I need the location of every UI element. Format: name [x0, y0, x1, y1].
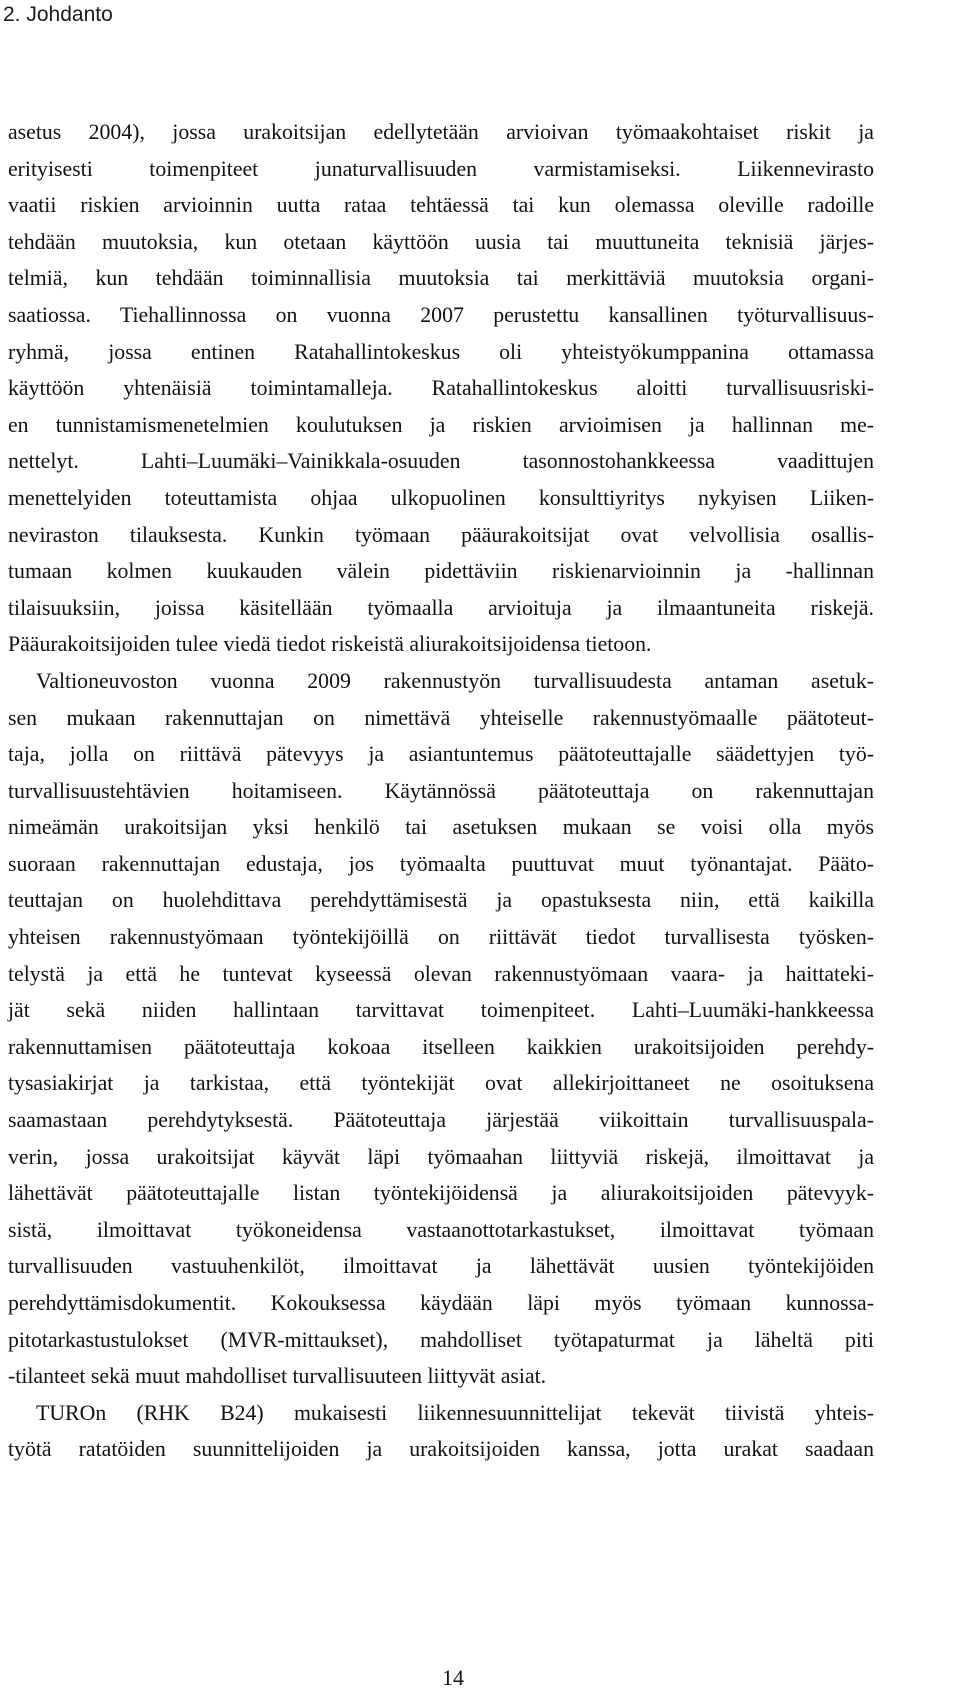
text-line: teuttajan on huolehdittava perehdyttämisestä ja opastuksesta niin, että kaikilla: [8, 888, 874, 913]
text-line: vaatii riskien arvioinnin uutta rataa tehtäessä tai kun olemassa oleville radoille: [8, 193, 874, 218]
text-line: saatiossa. Tiehallinnossa on vuonna 2007 perustettu kansallinen työturvallisuus-: [8, 302, 874, 327]
text-line: pitotarkastustulokset (MVR-mittaukset), mahdolliset työtapaturmat ja läheltä piti: [8, 1327, 874, 1352]
text-line: tehdään muutoksia, kun otetaan käyttöön uusia tai muuttuneita teknisiä järjes-: [8, 229, 874, 254]
text-line: saamastaan perehdytyksestä. Päätoteuttaja järjestää viikoittain turvallisuuspala-: [8, 1108, 874, 1133]
text-line: erityisesti toimenpiteet junaturvallisuuden varmistamiseksi. Liikennevirasto: [8, 156, 874, 181]
page-number: 14: [442, 1666, 464, 1690]
text-line: käyttöön yhtenäisiä toimintamalleja. Ratahallintokeskus aloitti turvallisuusriski-: [8, 376, 874, 401]
text-line: nettelyt. Lahti–Luumäki–Vainikkala-osuuden tasonnostohankkeessa vaadittujen: [8, 449, 874, 474]
text-line: tumaan kolmen kuukauden välein pidettäviin riskienarvioinnin ja -hallinnan: [8, 559, 874, 584]
text-line: Pääurakoitsijoiden tulee viedä tiedot riskeistä aliurakoitsijoidensa tietoon.: [8, 632, 652, 657]
text-line: tysasiakirjat ja tarkistaa, että työntekijät ovat allekirjoittaneet ne osoituksena: [8, 1071, 874, 1096]
body-text: [8, 114, 874, 1468]
text-line: TUROn (RHK B24) mukaisesti liikennesuunnittelijat tekevät tiivistä yhteis-: [36, 1400, 874, 1425]
text-line: rakennuttamisen päätoteuttaja kokoaa itselleen kaikkien urakoitsijoiden perehdy-: [8, 1034, 874, 1059]
text-line: perehdyttämisdokumentit. Kokouksessa käydään läpi myös työmaan kunnossa-: [8, 1291, 874, 1315]
text-line: jät sekä niiden hallintaan tarvittavat toimenpiteet. Lahti–Luumäki-hankkeessa: [8, 998, 874, 1023]
text-line: turvallisuustehtävien hoitamiseen. Käytännössä päätoteuttaja on rakennuttajan: [8, 778, 874, 803]
text-line: sistä, ilmoittavat työkoneidensa vastaanottotarkastukset, ilmoittavat työmaan: [8, 1217, 874, 1242]
text-line: turvallisuuden vastuuhenkilöt, ilmoittavat ja lähettävät uusien työntekijöiden: [8, 1254, 874, 1279]
text-line: -tilanteet sekä muut mahdolliset turvallisuuteen liittyvät asiat.: [8, 1364, 547, 1389]
text-line: tilaisuuksiin, joissa käsitellään työmaalla arvioituja ja ilmaantuneita riskejä.: [8, 595, 874, 620]
text-line: asetus 2004), jossa urakoitsijan edellytetään arvioivan työmaakohtaiset riskit ja: [8, 120, 874, 144]
text-line: ryhmä, jossa entinen Ratahallintokeskus oli yhteistyökumppanina ottamassa: [8, 339, 874, 364]
text-line: yhteisen rakennustyömaan työntekijöillä on riittävät tiedot turvallisesta työsken-: [8, 925, 874, 950]
text-line: telmiä, kun tehdään toiminnallisia muutoksia tai merkittäviä muutoksia organi-: [8, 266, 874, 291]
text-line: taja, jolla on riittävä pätevyys ja asiantuntemus päätoteuttajalle säädettyjen työ-: [8, 742, 874, 767]
text-line: suoraan rakennuttajan edustaja, jos työmaalta puuttuvat muut työnantajat. Pääto-: [8, 851, 874, 876]
text-line: en tunnistamismenetelmien koulutuksen ja riskien arvioimisen ja hallinnan me-: [8, 412, 874, 437]
text-line: neviraston tilauksesta. Kunkin työmaan pääurakoitsijat ovat velvollisia osallis-: [8, 522, 874, 547]
text-line: nimeämän urakoitsijan yksi henkilö tai asetuksen mukaan se voisi olla myös: [8, 815, 874, 840]
text-line: telystä ja että he tuntevat kyseessä olevan rakennustyömaan vaara- ja haittateki-: [8, 961, 874, 986]
text-line: Valtioneuvoston vuonna 2009 rakennustyön turvallisuudesta antaman asetuk-: [36, 668, 874, 693]
text-line: lähettävät päätoteuttajalle listan työntekijöidensä ja aliurakoitsijoiden pätevyyk-: [8, 1181, 874, 1206]
text-line: sen mukaan rakennuttajan on nimettävä yhteiselle rakennustyömaalle päätoteut-: [8, 705, 874, 730]
text-line: menettelyiden toteuttamista ohjaa ulkopuolinen konsulttiyritys nykyisen Liiken-: [8, 485, 874, 510]
page-header: 2. Johdanto: [3, 3, 113, 26]
text-line: verin, jossa urakoitsijat käyvät läpi työmaahan liittyviä riskejä, ilmoittavat ja: [8, 1144, 874, 1169]
text-line: työtä ratatöiden suunnittelijoiden ja urakoitsijoiden kanssa, jotta urakat saadaan: [8, 1437, 874, 1462]
